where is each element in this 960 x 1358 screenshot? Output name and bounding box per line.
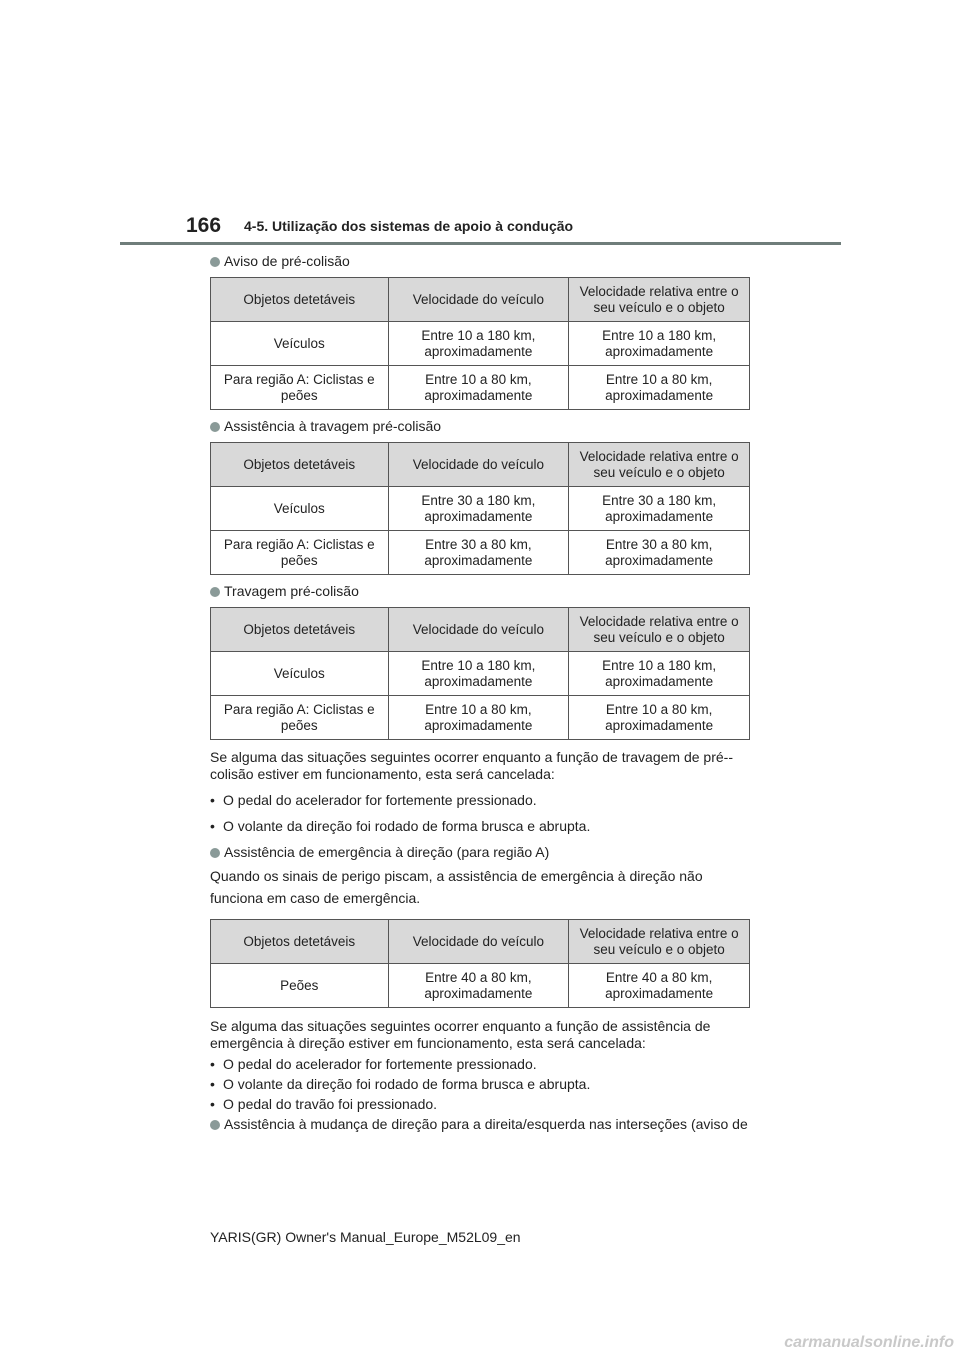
table-header-row — [211, 278, 750, 322]
table-emergency-steering-assist — [210, 919, 750, 1008]
list-item: • O volante da direção foi rodado de forma brusca e abrupta. — [210, 818, 591, 834]
table-pre-collision-brake-assist — [210, 442, 750, 575]
table-cell: Veículos — [211, 487, 389, 531]
table-cell: Entre 10 a 80 km, aproximadamente — [569, 696, 750, 740]
bullet-icon — [210, 848, 220, 858]
table-row — [211, 322, 750, 366]
table-cell: Entre 10 a 80 km, aproximadamente — [388, 366, 569, 410]
cancel-note-steering: Se alguma das situações seguintes ocorrer enquanto a função de assistência de emergência à direção estiver em funcionamento, esta será cancelada: — [210, 1018, 711, 1051]
table-pre-collision-braking — [210, 607, 750, 740]
section-heading-pre-collision-braking: Travagem pré-colisão — [210, 583, 750, 600]
header-cell: Objetos detetáveis — [211, 608, 389, 652]
table-row — [211, 696, 750, 740]
list-item: • O pedal do acelerador for fortemente pressionado. — [210, 1056, 537, 1072]
list-item: • O volante da direção foi rodado de forma brusca e abrupta. — [210, 1076, 591, 1092]
header-cell: Velocidade relativa entre o seu veículo e o objeto — [569, 608, 750, 652]
table-header-row — [211, 608, 750, 652]
bullet-icon — [210, 422, 220, 432]
header-cell: Velocidade relativa entre o seu veículo e o objeto — [569, 920, 750, 964]
header-cell: Velocidade do veículo — [388, 920, 569, 964]
table-cell: Veículos — [211, 322, 389, 366]
page-content — [210, 253, 750, 1133]
bullet-icon — [210, 587, 220, 597]
watermark-logo: carmanualsonline.info — [784, 1334, 954, 1351]
table-row — [211, 652, 750, 696]
table-cell: Para região A: Ciclistas e peões — [211, 366, 389, 410]
header-cell: Objetos detetáveis — [211, 443, 389, 487]
header-cell: Velocidade do veículo — [388, 608, 569, 652]
header-rule — [120, 242, 841, 245]
table-cell: Para região A: Ciclistas e peões — [211, 696, 389, 740]
section-heading-turn-assist: Assistência à mudança de direção para a direita/esquerda nas interseções (aviso de — [210, 1116, 750, 1133]
table-cell: Para região A: Ciclistas e peões — [211, 531, 389, 575]
table-cell: Entre 30 a 80 km, aproximadamente — [388, 531, 569, 575]
table-row — [211, 487, 750, 531]
table-cell: Entre 30 a 80 km, aproximadamente — [569, 531, 750, 575]
emergency-steering-intro: Quando os sinais de perigo piscam, a assistência de emergência à direção não funciona em caso de emergência. — [210, 868, 703, 906]
table-cell: Peões — [211, 964, 389, 1008]
table-cell: Entre 10 a 80 km, aproximadamente — [569, 366, 750, 410]
section-title: 4-5. Utilização dos sistemas de apoio à condução — [244, 218, 574, 234]
list-item: • O pedal do travão foi pressionado. — [210, 1096, 438, 1112]
table-cell: Entre 40 a 80 km, aproximadamente — [569, 964, 750, 1008]
table-row — [211, 531, 750, 575]
footer-manual-id: YARIS(GR) Owner's Manual_Europe_M52L09_en — [210, 1229, 521, 1245]
table-cell: Entre 10 a 180 km, aproximadamente — [569, 322, 750, 366]
table-row — [211, 964, 750, 1008]
table-pre-collision-warning — [210, 277, 750, 410]
section-heading-pre-collision-warning: Aviso de pré-colisão — [210, 253, 750, 270]
cancel-note-braking: Se alguma das situações seguintes ocorrer enquanto a função de travagem de pré--colisão estiver em funcionamento, esta será cancelada: — [210, 749, 733, 782]
page-number: 166 — [186, 214, 222, 237]
bullet-icon — [210, 1120, 220, 1130]
table-cell: Entre 10 a 180 km, aproximadamente — [388, 322, 569, 366]
header-cell: Velocidade relativa entre o seu veículo e o objeto — [569, 443, 750, 487]
header-cell: Velocidade do veículo — [388, 443, 569, 487]
header-cell: Objetos detetáveis — [211, 920, 389, 964]
table-row — [211, 366, 750, 410]
table-cell: Veículos — [211, 652, 389, 696]
table-header-row — [211, 920, 750, 964]
section-heading-pre-collision-brake-assist: Assistência à travagem pré-colisão — [210, 418, 750, 435]
table-header-row — [211, 443, 750, 487]
bullet-icon — [210, 257, 220, 267]
table-cell: Entre 10 a 180 km, aproximadamente — [388, 652, 569, 696]
header-cell: Objetos detetáveis — [211, 278, 389, 322]
header-cell: Velocidade do veículo — [388, 278, 569, 322]
section-heading-emergency-steering-assist: Assistência de emergência à direção (para região A) — [210, 844, 750, 861]
table-cell: Entre 30 a 180 km, aproximadamente — [569, 487, 750, 531]
list-item: • O pedal do acelerador for fortemente pressionado. — [210, 792, 537, 808]
table-cell: Entre 40 a 80 km, aproximadamente — [388, 964, 569, 1008]
header-cell: Velocidade relativa entre o seu veículo e o objeto — [569, 278, 750, 322]
table-cell: Entre 10 a 180 km, aproximadamente — [569, 652, 750, 696]
table-cell: Entre 30 a 180 km, aproximadamente — [388, 487, 569, 531]
table-cell: Entre 10 a 80 km, aproximadamente — [388, 696, 569, 740]
